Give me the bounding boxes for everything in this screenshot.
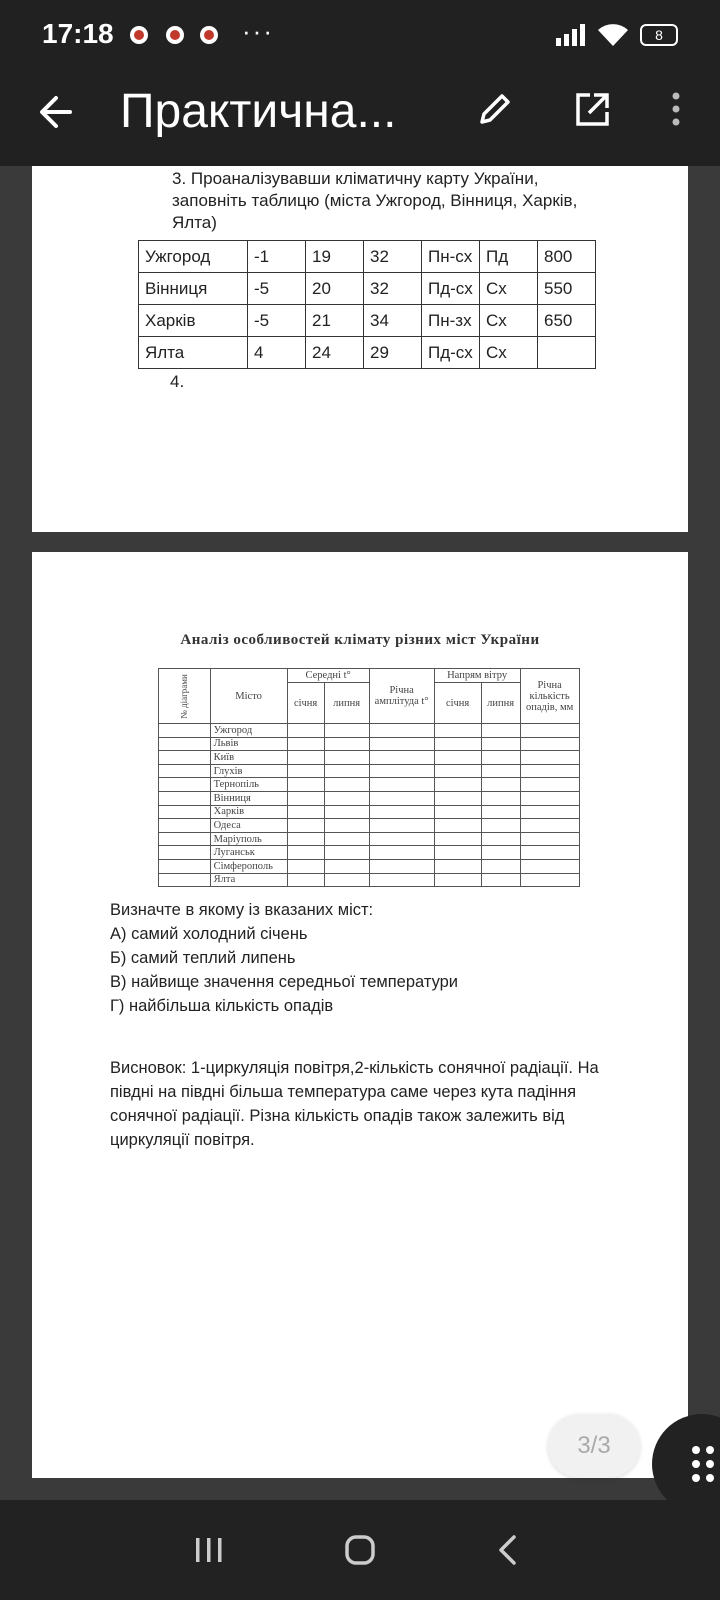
empty-cell: [324, 764, 369, 778]
empty-cell: [434, 846, 481, 860]
table-row: [159, 791, 580, 805]
empty-cell: [481, 805, 520, 819]
question-d: Г) найбільша кількість опадів: [110, 997, 334, 1015]
empty-cell: [434, 737, 481, 751]
wifi-icon: [596, 22, 630, 48]
empty-cell: [159, 805, 211, 819]
table-cell: Пн-сх: [422, 241, 480, 273]
empty-cell: [434, 832, 481, 846]
document-page-2: [32, 552, 688, 1478]
home-icon[interactable]: [344, 1534, 376, 1566]
document-title: Практична...: [120, 85, 397, 138]
empty-cell: [481, 819, 520, 833]
table-row: [159, 751, 580, 765]
table-cell: Сх: [480, 273, 538, 305]
empty-cell: [324, 751, 369, 765]
empty-cell: [369, 778, 434, 792]
empty-cell: [287, 791, 324, 805]
page-indicator: 3/3: [548, 1414, 640, 1478]
table-row: [139, 305, 596, 337]
grid-dots-icon: [690, 1444, 720, 1484]
empty-cell: [324, 819, 369, 833]
empty-cell: [481, 791, 520, 805]
city-cell: Луганськ: [210, 846, 287, 860]
table-cell: Ялта: [139, 337, 248, 369]
empty-cell: [369, 737, 434, 751]
table-cell: 32: [364, 241, 422, 273]
table-cell: Вінниця: [139, 273, 248, 305]
climate-analysis-table: [158, 668, 580, 887]
empty-cell: [369, 791, 434, 805]
table-row: [159, 724, 580, 738]
empty-cell: [520, 859, 579, 873]
header-jan: січня: [287, 683, 324, 724]
header-amplitude: Річна амплітуда t°: [369, 669, 434, 724]
empty-cell: [481, 873, 520, 887]
empty-cell: [287, 832, 324, 846]
climate-table: [138, 240, 596, 369]
table-cell: 29: [364, 337, 422, 369]
table-cell: Сх: [480, 305, 538, 337]
empty-cell: [481, 724, 520, 738]
header-wind-jan: січня: [434, 683, 481, 724]
empty-cell: [520, 791, 579, 805]
empty-cell: [324, 737, 369, 751]
table-cell: 24: [306, 337, 364, 369]
question-b: Б) самий теплий липень: [110, 949, 296, 967]
table-row: [139, 337, 596, 369]
empty-cell: [287, 778, 324, 792]
empty-cell: [324, 859, 369, 873]
empty-cell: [159, 846, 211, 860]
empty-cell: [434, 873, 481, 887]
task-3-text: 3. Проаналізувавши кліматичну карту України, заповніть таблицю (міста Ужгород, Вінниця, Харків, Ялта): [172, 169, 578, 232]
empty-cell: [287, 764, 324, 778]
recents-icon[interactable]: [194, 1536, 226, 1564]
more-options-icon[interactable]: [666, 90, 686, 130]
table-cell: 4: [248, 337, 306, 369]
empty-cell: [481, 764, 520, 778]
empty-cell: [434, 791, 481, 805]
table-cell: 650: [538, 305, 596, 337]
app-bar: [0, 70, 720, 166]
empty-cell: [434, 819, 481, 833]
status-time: 17:18: [42, 18, 114, 49]
empty-cell: [287, 873, 324, 887]
edit-pencil-icon[interactable]: [474, 90, 514, 130]
empty-cell: [369, 846, 434, 860]
header-precip: Річна кількість опадів, мм: [520, 669, 579, 724]
empty-cell: [287, 819, 324, 833]
table-row: [159, 873, 580, 887]
task-4-number: 4.: [170, 372, 185, 391]
table-cell: Харків: [139, 305, 248, 337]
table-cell: 20: [306, 273, 364, 305]
empty-cell: [369, 859, 434, 873]
empty-cell: [520, 819, 579, 833]
city-cell: Глухів: [210, 764, 287, 778]
question-a: А) самий холодний січень: [110, 925, 308, 943]
page-title: Аналіз особливостей клімату різних міст України: [180, 632, 540, 648]
city-cell: Тернопіль: [210, 778, 287, 792]
city-cell: Одеса: [210, 819, 287, 833]
empty-cell: [324, 832, 369, 846]
city-cell: Ужгород: [210, 724, 287, 738]
empty-cell: [159, 764, 211, 778]
empty-cell: [520, 805, 579, 819]
empty-cell: [324, 805, 369, 819]
empty-cell: [324, 778, 369, 792]
table-row: [159, 764, 580, 778]
city-cell: Вінниця: [210, 791, 287, 805]
table-cell: Пн-зх: [422, 305, 480, 337]
question-c: В) найвище значення середньої температури: [110, 973, 459, 991]
empty-cell: [159, 724, 211, 738]
empty-cell: [520, 873, 579, 887]
empty-cell: [520, 737, 579, 751]
table-cell: 34: [364, 305, 422, 337]
city-cell: Харків: [210, 805, 287, 819]
empty-cell: [481, 778, 520, 792]
city-cell: Сімферополь: [210, 859, 287, 873]
empty-cell: [520, 778, 579, 792]
table-cell: Сх: [480, 337, 538, 369]
empty-cell: [481, 859, 520, 873]
empty-cell: [434, 724, 481, 738]
empty-cell: [520, 724, 579, 738]
empty-cell: [324, 791, 369, 805]
empty-cell: [287, 751, 324, 765]
table-cell: Пд: [480, 241, 538, 273]
back-arrow-icon[interactable]: [36, 92, 76, 132]
header-city: Місто: [210, 669, 287, 724]
empty-cell: [324, 873, 369, 887]
empty-cell: [520, 764, 579, 778]
empty-cell: [324, 846, 369, 860]
table-row: [139, 241, 596, 273]
table-row: [159, 805, 580, 819]
empty-cell: [434, 764, 481, 778]
city-cell: Львів: [210, 737, 287, 751]
empty-cell: [287, 859, 324, 873]
empty-cell: [369, 819, 434, 833]
city-cell: Київ: [210, 751, 287, 765]
signal-icon: [556, 24, 588, 46]
empty-cell: [520, 832, 579, 846]
header-num: № діаграми: [159, 669, 211, 724]
empty-cell: [324, 724, 369, 738]
empty-cell: [434, 778, 481, 792]
table-row: [139, 273, 596, 305]
table-row: [159, 859, 580, 873]
empty-cell: [159, 819, 211, 833]
header-wind-jul: липня: [481, 683, 520, 724]
table-cell: 32: [364, 273, 422, 305]
more-notifications-icon: ···: [242, 16, 274, 46]
empty-cell: [159, 873, 211, 887]
empty-cell: [159, 737, 211, 751]
table-row: [159, 778, 580, 792]
empty-cell: [369, 873, 434, 887]
battery-level: 8: [655, 27, 663, 43]
table-cell: 19: [306, 241, 364, 273]
header-wind: Напрям вітру: [434, 669, 520, 683]
empty-cell: [369, 724, 434, 738]
empty-cell: [481, 846, 520, 860]
empty-cell: [159, 859, 211, 873]
empty-cell: [520, 846, 579, 860]
notification-icon: [166, 26, 184, 44]
document-page-1: [32, 166, 688, 532]
empty-cell: [434, 859, 481, 873]
table-cell: Пд-сх: [422, 273, 480, 305]
table-row: [159, 737, 580, 751]
empty-cell: [287, 805, 324, 819]
table-cell: 21: [306, 305, 364, 337]
table-cell: Пд-сх: [422, 337, 480, 369]
table-cell: 550: [538, 273, 596, 305]
empty-cell: [159, 778, 211, 792]
empty-cell: [159, 751, 211, 765]
table-row: [159, 832, 580, 846]
city-cell: Маріуполь: [210, 832, 287, 846]
questions-block: [110, 898, 458, 1018]
table-cell: Ужгород: [139, 241, 248, 273]
battery-icon: [640, 24, 678, 46]
empty-cell: [287, 737, 324, 751]
table-cell: [538, 337, 596, 369]
header-jul: липня: [324, 683, 369, 724]
empty-cell: [369, 805, 434, 819]
empty-cell: [481, 832, 520, 846]
empty-cell: [369, 764, 434, 778]
table-cell: 800: [538, 241, 596, 273]
table-cell: -5: [248, 273, 306, 305]
empty-cell: [369, 832, 434, 846]
table-row: [159, 846, 580, 860]
empty-cell: [481, 751, 520, 765]
empty-cell: [481, 737, 520, 751]
empty-cell: [287, 846, 324, 860]
open-external-icon[interactable]: [572, 90, 612, 130]
empty-cell: [159, 791, 211, 805]
notification-icon: [130, 26, 148, 44]
table-cell: -5: [248, 305, 306, 337]
conclusion-text: Висновок: 1-циркуляція повітря,2-кількість сонячної радіації. На півдні на півдні більша температура саме через кута падіння сонячної радіації. Різна кількість опадів також залежить від циркуляції повітря.: [110, 1059, 599, 1149]
empty-cell: [520, 751, 579, 765]
status-bar: [0, 0, 720, 70]
empty-cell: [434, 805, 481, 819]
question-intro: Визначте в якому із вказаних міст:: [110, 901, 374, 919]
city-cell: Ялта: [210, 873, 287, 887]
empty-cell: [369, 751, 434, 765]
table-cell: -1: [248, 241, 306, 273]
system-nav-bar: [0, 1500, 720, 1600]
nav-back-icon[interactable]: [496, 1534, 520, 1566]
notification-icon: [200, 26, 218, 44]
header-avg-temp: Середні t°: [287, 669, 369, 683]
empty-cell: [287, 724, 324, 738]
empty-cell: [159, 832, 211, 846]
empty-cell: [434, 751, 481, 765]
table-row: [159, 819, 580, 833]
